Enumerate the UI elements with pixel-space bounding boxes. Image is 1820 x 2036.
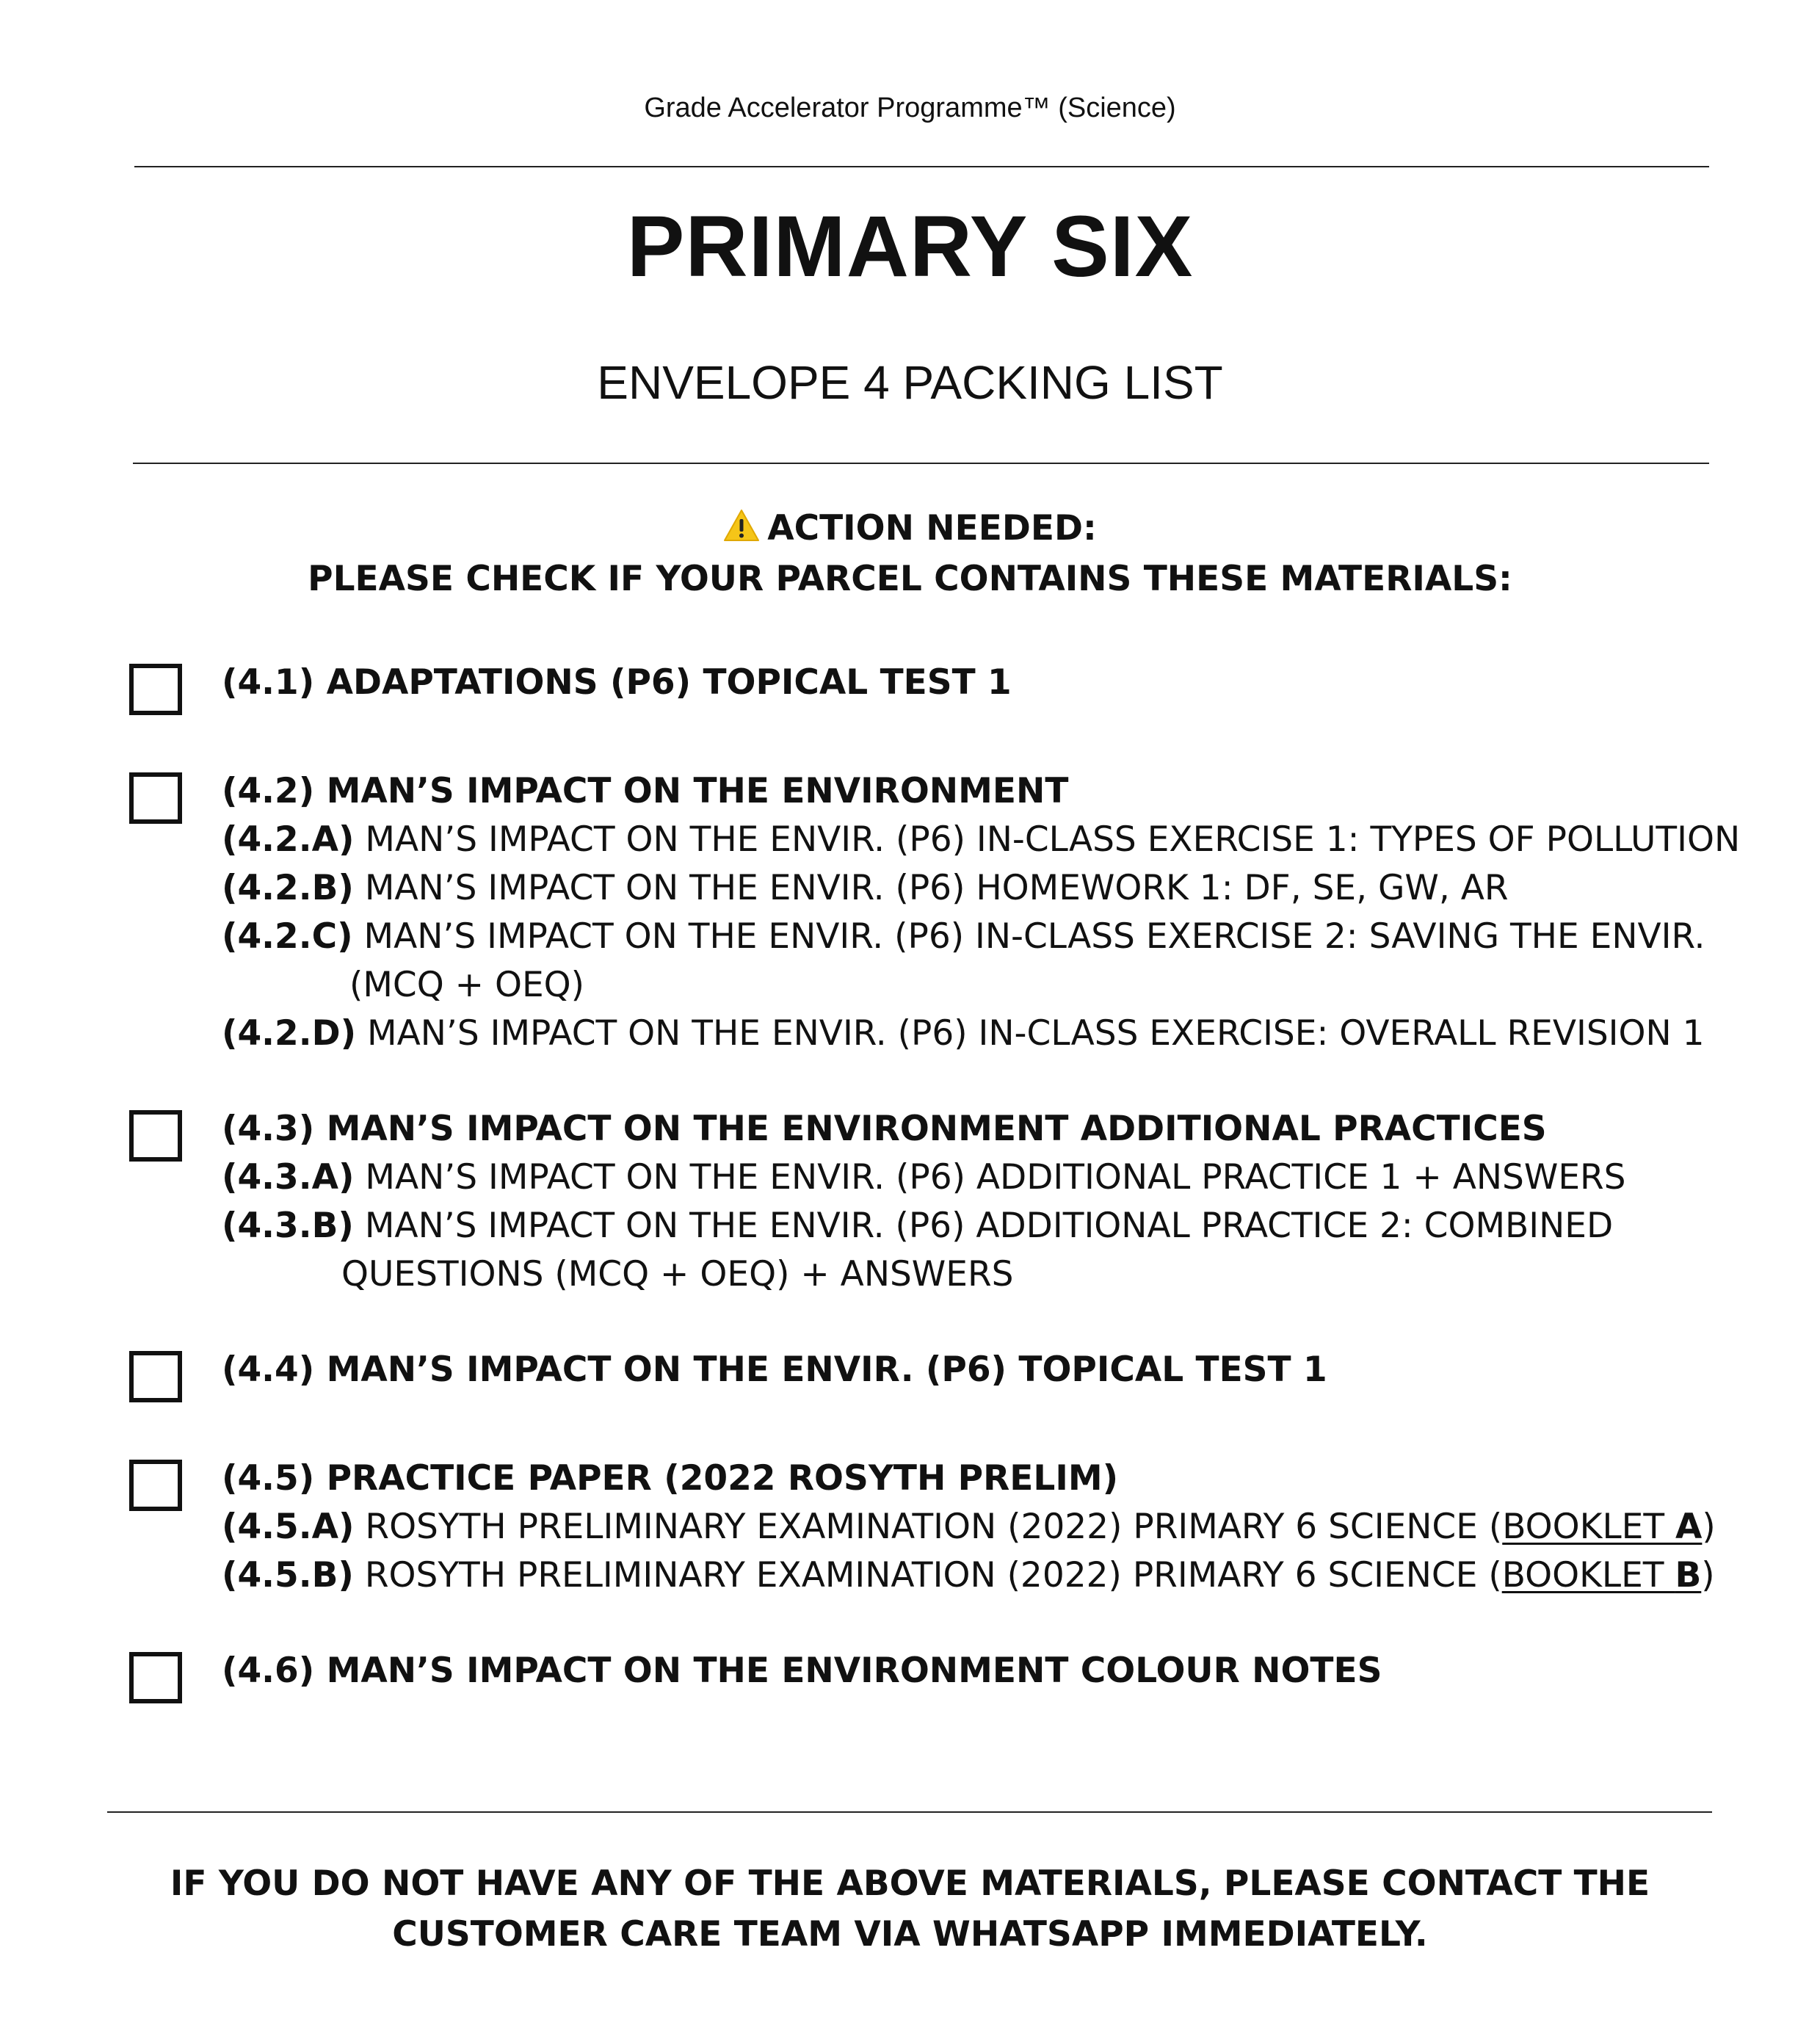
- booklet-a-label: BOOKLET A: [1502, 1507, 1703, 1547]
- section-heading-4-6: (4.6) MAN’S IMPACT ON THE ENVIRONMENT COLOUR NOTES: [222, 1651, 1382, 1691]
- item-code: (4.5.B): [222, 1555, 354, 1595]
- checkbox-4-2[interactable]: [129, 772, 182, 824]
- list-item-4-5-b: (4.5.B) ROSYTH PRELIMINARY EXAMINATION (2022) PRIMARY 6 SCIENCE (BOOKLET B): [222, 1555, 1715, 1595]
- item-text: MAN’S IMPACT ON THE ENVIR. (P6) ADDITIONAL PRACTICE 2: COMBINED: [364, 1206, 1614, 1246]
- item-code: (4.2.A): [222, 819, 355, 860]
- item-code: (4.5.A): [222, 1507, 355, 1547]
- section-heading-4-1: (4.1) ADAPTATIONS (P6) TOPICAL TEST 1: [222, 662, 1012, 703]
- item-text: MAN’S IMPACT ON THE ENVIR. (P6) IN-CLASS EXERCISE: OVERALL REVISION 1: [367, 1013, 1705, 1054]
- divider-top: [134, 166, 1709, 167]
- list-item-4-3-b: [222, 1206, 1614, 1246]
- list-item-4-2-b: [222, 868, 1509, 908]
- list-item-4-2-a: [222, 819, 1741, 860]
- page-subtitle: ENVELOPE 4 PACKING LIST: [597, 356, 1223, 409]
- item-text: MAN’S IMPACT ON THE ENVIR. (P6) HOMEWORK 1: DF, SE, GW, AR: [364, 868, 1509, 908]
- item-code: (4.2.B): [222, 868, 354, 908]
- item-text: MAN’S IMPACT ON THE ENVIR. (P6) ADDITIONAL PRACTICE 1 + ANSWERS: [365, 1157, 1626, 1198]
- item-text: ROSYTH PRELIMINARY EXAMINATION (2022) PRIMARY 6 SCIENCE (: [365, 1507, 1503, 1547]
- item-code: (4.3.B): [222, 1206, 354, 1246]
- item-text: MAN’S IMPACT ON THE ENVIR. (P6) IN-CLASS EXERCISE 2: SAVING THE ENVIR.: [363, 916, 1705, 957]
- footer-notice-line-2: CUSTOMER CARE TEAM VIA WHATSAPP IMMEDIATELY.: [392, 1914, 1428, 1955]
- page-title: PRIMARY SIX: [626, 198, 1194, 295]
- programme-header: Grade Accelerator Programme™ (Science): [644, 93, 1176, 123]
- checkbox-4-6[interactable]: [129, 1652, 182, 1703]
- checkbox-4-4[interactable]: [129, 1351, 182, 1402]
- section-heading-4-5: (4.5) PRACTICE PAPER (2022 ROSYTH PRELIM): [222, 1458, 1119, 1499]
- section-heading-4-3: (4.3) MAN’S IMPACT ON THE ENVIRONMENT ADDITIONAL PRACTICES: [222, 1109, 1547, 1149]
- checkbox-4-3[interactable]: [129, 1110, 182, 1162]
- item-text: ROSYTH PRELIMINARY EXAMINATION (2022) PRIMARY 6 SCIENCE (: [364, 1555, 1502, 1595]
- section-heading-4-2: (4.2) MAN’S IMPACT ON THE ENVIRONMENT: [222, 771, 1069, 811]
- action-needed-label: ACTION NEEDED:: [767, 508, 1097, 548]
- section-heading-4-4: (4.4) MAN’S IMPACT ON THE ENVIR. (P6) TOPICAL TEST 1: [222, 1350, 1327, 1390]
- list-item-4-3-b-continued: QUESTIONS (MCQ + OEQ) + ANSWERS: [341, 1254, 1014, 1294]
- item-text: MAN’S IMPACT ON THE ENVIR. (P6) IN-CLASS EXERCISE 1: TYPES OF POLLUTION: [365, 819, 1741, 860]
- list-item-4-3-a: [222, 1157, 1626, 1198]
- divider-middle: [133, 463, 1709, 464]
- item-code: (4.3.A): [222, 1157, 355, 1198]
- booklet-b-label: BOOKLET B: [1501, 1555, 1702, 1595]
- divider-bottom: [107, 1811, 1712, 1813]
- list-item-4-2-c: [222, 916, 1705, 957]
- action-needed-heading: [0, 508, 1820, 548]
- action-instruction: PLEASE CHECK IF YOUR PARCEL CONTAINS THESE MATERIALS:: [308, 559, 1512, 599]
- footer-notice-line-1: IF YOU DO NOT HAVE ANY OF THE ABOVE MATERIALS, PLEASE CONTACT THE: [170, 1863, 1650, 1904]
- list-item-4-2-d: [222, 1013, 1705, 1054]
- list-item-4-2-c-continued: (MCQ + OEQ): [349, 965, 584, 1005]
- item-code: (4.2.C): [222, 916, 353, 957]
- list-item-4-5-a: (4.5.A) ROSYTH PRELIMINARY EXAMINATION (2022) PRIMARY 6 SCIENCE (BOOKLET A): [222, 1507, 1716, 1547]
- checkbox-4-1[interactable]: [129, 664, 182, 715]
- item-code: (4.2.D): [222, 1013, 357, 1054]
- checkbox-4-5[interactable]: [129, 1460, 182, 1511]
- warning-icon: [723, 509, 760, 543]
